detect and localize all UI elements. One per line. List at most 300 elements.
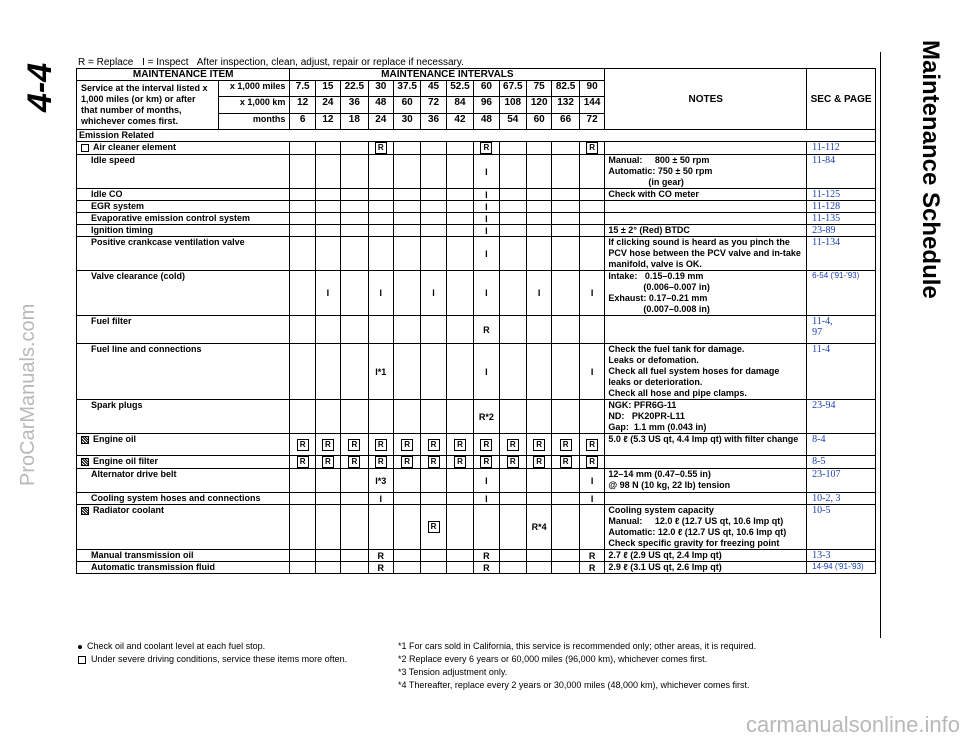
- months-9: 60: [527, 113, 552, 129]
- table-row: [77, 469, 876, 493]
- watermark-left: ProCarManuals.com: [17, 303, 39, 487]
- item-name: Engine oil: [93, 434, 137, 444]
- interval-mark: [315, 142, 340, 155]
- interval-mark: [421, 271, 446, 316]
- interval-mark: [446, 456, 473, 469]
- interval-mark: [446, 562, 473, 574]
- mark-value: R: [483, 550, 490, 561]
- table-row: [77, 213, 876, 225]
- mark-value: R: [428, 521, 440, 533]
- interval-mark: [315, 456, 340, 469]
- item-note: [605, 493, 807, 505]
- interval-mark: [446, 469, 473, 493]
- item-note: [605, 213, 807, 225]
- interval-mark: [393, 400, 420, 434]
- mark-value: R: [480, 456, 492, 468]
- mark-value: R: [377, 550, 384, 561]
- interval-mark: [368, 213, 393, 225]
- interval-mark: [579, 469, 605, 493]
- interval-mark: [446, 237, 473, 271]
- mark-value: I*3: [375, 475, 387, 486]
- interval-mark: [552, 400, 579, 434]
- interval-mark: [341, 505, 368, 550]
- item-name: Radiator coolant: [93, 505, 165, 515]
- item-name: Cooling system hoses and connections: [91, 493, 261, 503]
- interval-mark: [474, 201, 499, 213]
- header-item-desc: Service at the interval listed x 1,000 miles (or km) or after that number of months, whichever comes first.: [77, 81, 219, 130]
- interval-mark: [552, 344, 579, 400]
- interval-mark: [341, 225, 368, 237]
- miles-6: 52.5: [446, 81, 473, 97]
- item-name: Spark plugs: [91, 400, 143, 410]
- table-row: [77, 189, 876, 201]
- interval-mark: [446, 493, 473, 505]
- interval-mark: [499, 456, 526, 469]
- interval-mark: [315, 213, 340, 225]
- interval-mark: [368, 201, 393, 213]
- item-note: [605, 201, 807, 213]
- interval-mark: [499, 155, 526, 189]
- km-10: 132: [552, 97, 579, 113]
- interval-mark: [290, 562, 315, 574]
- table-row: [77, 505, 876, 550]
- interval-mark: [315, 225, 340, 237]
- interval-mark: [579, 316, 605, 344]
- interval-mark: [527, 189, 552, 201]
- miles-7: 60: [474, 81, 499, 97]
- table-row: [77, 344, 876, 400]
- interval-mark: [421, 213, 446, 225]
- interval-mark: [368, 271, 393, 316]
- km-6: 84: [446, 97, 473, 113]
- interval-mark: [446, 344, 473, 400]
- interval-mark: [579, 562, 605, 574]
- mark-value: R: [401, 439, 413, 451]
- interval-mark: [474, 155, 499, 189]
- table-row: [77, 225, 876, 237]
- header-item-title: MAINTENANCE ITEM: [77, 69, 290, 81]
- interval-mark: [341, 434, 368, 456]
- miles-5: 45: [421, 81, 446, 97]
- interval-mark: [393, 505, 420, 550]
- interval-mark: [341, 142, 368, 155]
- item-name-cell: [77, 201, 290, 213]
- interval-mark: [552, 271, 579, 316]
- item-name: Automatic transmission fluid: [91, 562, 216, 572]
- interval-mark: [368, 550, 393, 562]
- interval-mark: [421, 225, 446, 237]
- interval-mark: [499, 505, 526, 550]
- interval-mark: [368, 237, 393, 271]
- item-name-cell: [77, 225, 290, 237]
- interval-mark: [290, 316, 315, 344]
- interval-mark: [341, 562, 368, 574]
- footnote-right: *1 For cars sold in California, this service is recommended only; other areas, it is required.: [398, 641, 757, 651]
- mark-value: R: [483, 562, 490, 573]
- item-sec-page: 23-89: [807, 225, 876, 237]
- mark-value: R: [588, 562, 596, 573]
- item-note: Check with CO meter: [605, 189, 807, 201]
- interval-mark: [290, 213, 315, 225]
- interval-mark: [499, 469, 526, 493]
- interval-mark: [474, 505, 499, 550]
- interval-mark: [421, 142, 446, 155]
- interval-mark: [393, 434, 420, 456]
- months-5: 36: [421, 113, 446, 129]
- interval-mark: [474, 456, 499, 469]
- fuel-stop-check-icon: [81, 436, 89, 444]
- km-3: 48: [368, 97, 393, 113]
- interval-mark: [499, 550, 526, 562]
- item-name-cell: [77, 213, 290, 225]
- mark-value: R: [588, 550, 596, 561]
- mark-value: R: [533, 456, 545, 468]
- interval-mark: [552, 469, 579, 493]
- item-name: EGR system: [91, 201, 145, 211]
- interval-mark: [446, 316, 473, 344]
- interval-mark: [421, 469, 446, 493]
- interval-mark: [474, 344, 499, 400]
- interval-mark: [499, 493, 526, 505]
- interval-mark: [341, 316, 368, 344]
- interval-mark: [446, 201, 473, 213]
- table-row: [77, 562, 876, 574]
- table-row: [77, 201, 876, 213]
- table-row: [77, 155, 876, 189]
- interval-mark: [499, 271, 526, 316]
- interval-mark: [368, 400, 393, 434]
- interval-mark: [290, 469, 315, 493]
- interval-mark: [552, 237, 579, 271]
- interval-mark: [527, 213, 552, 225]
- table-row: [77, 456, 876, 469]
- interval-mark: [579, 434, 605, 456]
- interval-mark: [474, 237, 499, 271]
- months-7: 48: [474, 113, 499, 129]
- mark-value: I: [485, 201, 488, 212]
- fuel-stop-check-icon: [81, 507, 89, 515]
- interval-mark: [393, 201, 420, 213]
- interval-mark: [552, 434, 579, 456]
- item-sec-page: 11-4: [807, 344, 876, 400]
- header-intervals-title: MAINTENANCE INTERVALS: [290, 69, 605, 81]
- item-note: Cooling system capacity Manual: 12.0 ℓ (12.7 US qt, 10.6 Imp qt) Automatic: 12.0 ℓ (12.7 US qt, 10.6 Imp qt) Check specific gravity for freezing point: [605, 505, 807, 550]
- interval-mark: [290, 189, 315, 201]
- interval-mark: [341, 271, 368, 316]
- item-name: Positive crankcase ventilation valve: [91, 237, 245, 247]
- interval-mark: [527, 562, 552, 574]
- interval-mark: [579, 237, 605, 271]
- severe-condition-icon: [81, 144, 89, 152]
- interval-mark: [315, 201, 340, 213]
- item-note: 2.7 ℓ (2.9 US qt, 2.4 Imp qt): [605, 550, 807, 562]
- footnotes-left: [78, 640, 398, 670]
- interval-mark: [527, 469, 552, 493]
- interval-mark: [341, 493, 368, 505]
- km-4: 60: [393, 97, 420, 113]
- mark-value: R: [560, 439, 572, 451]
- interval-mark: [421, 155, 446, 189]
- interval-mark: [368, 434, 393, 456]
- interval-mark: [393, 469, 420, 493]
- interval-mark: [393, 189, 420, 201]
- interval-mark: [499, 237, 526, 271]
- interval-mark: [527, 550, 552, 562]
- interval-mark: [368, 316, 393, 344]
- item-name: Fuel line and connections: [91, 344, 202, 354]
- item-name: Evaporative emission control system: [91, 213, 251, 223]
- interval-mark: [527, 434, 552, 456]
- interval-mark: [421, 550, 446, 562]
- section-title: Emission Related: [77, 130, 876, 142]
- item-name-cell: [77, 189, 290, 201]
- interval-mark: [474, 550, 499, 562]
- interval-mark: [499, 201, 526, 213]
- interval-mark: [290, 201, 315, 213]
- mark-value: R: [375, 456, 387, 468]
- interval-mark: [368, 225, 393, 237]
- interval-mark: [393, 316, 420, 344]
- item-note: 12–14 mm (0.47–0.55 in) @ 98 N (10 kg, 22 lb) tension: [605, 469, 807, 493]
- interval-mark: [579, 142, 605, 155]
- interval-mark: [290, 493, 315, 505]
- footnote-right: *3 Tension adjustment only.: [398, 667, 508, 677]
- mark-value: R: [586, 142, 598, 154]
- mark-value: R: [322, 439, 334, 451]
- mark-value: R: [586, 439, 598, 451]
- mark-value: I: [379, 288, 382, 298]
- interval-mark: [315, 505, 340, 550]
- item-name: Manual transmission oil: [91, 550, 194, 560]
- header-sec: SEC & PAGE: [807, 69, 876, 130]
- footnote-text: Check oil and coolant level at each fuel stop.: [87, 641, 266, 651]
- footnotes-right: [398, 640, 818, 694]
- interval-mark: [368, 189, 393, 201]
- km-8: 108: [499, 97, 526, 113]
- interval-mark: [579, 505, 605, 550]
- interval-mark: [552, 316, 579, 344]
- table-row: [77, 550, 876, 562]
- item-sec-page: 23-94: [807, 400, 876, 434]
- interval-mark: [421, 189, 446, 201]
- item-name-cell: [77, 493, 290, 505]
- interval-mark: [552, 225, 579, 237]
- item-name-cell: [77, 469, 290, 493]
- interval-mark: [499, 142, 526, 155]
- mark-value: R: [560, 456, 572, 468]
- interval-mark: [421, 505, 446, 550]
- interval-mark: [474, 493, 499, 505]
- item-note: 2.9 ℓ (3.1 US qt, 2.6 Imp qt): [605, 562, 807, 574]
- interval-mark: [290, 344, 315, 400]
- mark-value: I*1: [375, 366, 387, 377]
- interval-mark: [393, 225, 420, 237]
- watermark-bottom: carmanualsonline.info: [745, 712, 960, 737]
- interval-mark: [474, 225, 499, 237]
- header-notes: NOTES: [605, 69, 807, 130]
- side-title: Maintenance Schedule: [917, 40, 944, 299]
- interval-mark: [393, 271, 420, 316]
- mark-value: I: [485, 166, 488, 177]
- km-11: 144: [579, 97, 605, 113]
- mark-value: I: [590, 475, 594, 486]
- mark-value: R: [401, 456, 413, 468]
- interval-mark: [393, 213, 420, 225]
- interval-mark: [341, 189, 368, 201]
- item-name-cell: [77, 456, 290, 469]
- item-sec-page: 11-112: [807, 142, 876, 155]
- item-name-cell: [77, 142, 290, 155]
- interval-mark: [290, 400, 315, 434]
- interval-mark: [368, 155, 393, 189]
- interval-mark: [393, 456, 420, 469]
- miles-1: 15: [315, 81, 340, 97]
- item-name-cell: [77, 434, 290, 456]
- interval-mark: [527, 271, 552, 316]
- interval-mark: [341, 469, 368, 493]
- interval-mark: [579, 225, 605, 237]
- item-sec-page: 23-107: [807, 469, 876, 493]
- unit-km: x 1,000 km: [218, 97, 290, 113]
- months-10: 66: [552, 113, 579, 129]
- mark-value: R: [454, 439, 466, 451]
- interval-mark: [315, 237, 340, 271]
- interval-mark: [368, 562, 393, 574]
- months-11: 72: [579, 113, 605, 129]
- mark-value: R: [480, 439, 492, 451]
- miles-9: 75: [527, 81, 552, 97]
- interval-mark: [368, 344, 393, 400]
- mark-value: R: [480, 142, 492, 154]
- interval-mark: [315, 562, 340, 574]
- footnote-right: *2 Replace every 6 years or 60,000 miles (96,000 km), whichever comes first.: [398, 654, 708, 664]
- mark-value: R: [533, 439, 545, 451]
- legend-after: After inspection, clean, adjust, repair or replace if necessary.: [196, 57, 464, 68]
- mark-value: I: [590, 366, 594, 377]
- interval-mark: [341, 201, 368, 213]
- interval-mark: [527, 237, 552, 271]
- interval-mark: [552, 142, 579, 155]
- interval-mark: [421, 316, 446, 344]
- months-8: 54: [499, 113, 526, 129]
- interval-mark: [421, 344, 446, 400]
- interval-mark: [315, 155, 340, 189]
- mark-value: R: [297, 439, 309, 451]
- interval-mark: [527, 316, 552, 344]
- interval-mark: [474, 434, 499, 456]
- interval-mark: [290, 434, 315, 456]
- mark-value: R: [297, 456, 309, 468]
- interval-mark: [421, 493, 446, 505]
- interval-mark: [579, 344, 605, 400]
- interval-mark: [499, 434, 526, 456]
- item-name: Idle speed: [91, 155, 136, 165]
- item-note: NGK: PFR6G-11 ND: PK20PR-L11 Gap: 1.1 mm (0.043 in): [605, 400, 807, 434]
- item-name-cell: [77, 505, 290, 550]
- interval-mark: [474, 213, 499, 225]
- mark-value: I: [485, 475, 488, 486]
- interval-mark: [499, 562, 526, 574]
- mark-value: R: [348, 456, 360, 468]
- interval-mark: [446, 400, 473, 434]
- item-note: Check the fuel tank for damage. Leaks or defomation. Check all fuel system hoses for damage leaks or deterioration. Check all hose and pipe clamps.: [605, 344, 807, 400]
- interval-mark: [446, 271, 473, 316]
- interval-mark: [552, 550, 579, 562]
- item-name-cell: [77, 562, 290, 574]
- item-name-cell: [77, 155, 290, 189]
- interval-mark: [315, 316, 340, 344]
- item-sec-page: 6-54 ('91-'93): [807, 271, 876, 316]
- interval-mark: [315, 550, 340, 562]
- maintenance-table: [76, 68, 876, 574]
- interval-mark: [290, 456, 315, 469]
- interval-mark: [446, 505, 473, 550]
- interval-mark: [393, 155, 420, 189]
- fuel-stop-check-icon: [81, 458, 89, 466]
- miles-3: 30: [368, 81, 393, 97]
- interval-mark: [579, 550, 605, 562]
- miles-11: 90: [579, 81, 605, 97]
- item-note: [605, 456, 807, 469]
- interval-mark: [527, 225, 552, 237]
- mark-value: R: [322, 456, 334, 468]
- interval-mark: [527, 142, 552, 155]
- mark-value: I: [485, 189, 488, 200]
- table-row: [77, 400, 876, 434]
- unit-miles: x 1,000 miles: [218, 81, 290, 97]
- mark-value: R: [348, 439, 360, 451]
- bullet-dot-icon: [78, 645, 82, 649]
- item-note: If clicking sound is heard as you pinch the PCV hose between the PCV valve and in-take manifold, valve is OK.: [605, 237, 807, 271]
- item-sec-page: 11-125: [807, 189, 876, 201]
- item-name-cell: [77, 316, 290, 344]
- mark-value: R: [375, 439, 387, 451]
- item-note: [605, 316, 807, 344]
- interval-mark: [446, 155, 473, 189]
- mark-value: R: [507, 439, 519, 451]
- interval-mark: [290, 142, 315, 155]
- table-row: [77, 271, 876, 316]
- interval-mark: [579, 155, 605, 189]
- months-2: 18: [341, 113, 368, 129]
- interval-mark: [290, 237, 315, 271]
- interval-mark: [290, 155, 315, 189]
- legend-replace: R = Replace: [78, 57, 134, 68]
- interval-mark: [421, 562, 446, 574]
- mark-value: R: [483, 324, 490, 335]
- interval-mark: [421, 237, 446, 271]
- item-note: [605, 142, 807, 155]
- interval-mark: [315, 469, 340, 493]
- interval-mark: [552, 456, 579, 469]
- interval-mark: [315, 344, 340, 400]
- interval-mark: [552, 155, 579, 189]
- interval-mark: [446, 189, 473, 201]
- interval-mark: [315, 271, 340, 316]
- interval-mark: [341, 400, 368, 434]
- interval-mark: [552, 201, 579, 213]
- item-name-cell: [77, 400, 290, 434]
- item-sec-page: 10-5: [807, 505, 876, 550]
- interval-mark: [393, 142, 420, 155]
- interval-mark: [393, 550, 420, 562]
- unit-months: months: [218, 113, 290, 129]
- item-sec-page: 8-5: [807, 456, 876, 469]
- item-sec-page: 13-3: [807, 550, 876, 562]
- km-5: 72: [421, 97, 446, 113]
- interval-mark: [368, 142, 393, 155]
- interval-mark: [341, 456, 368, 469]
